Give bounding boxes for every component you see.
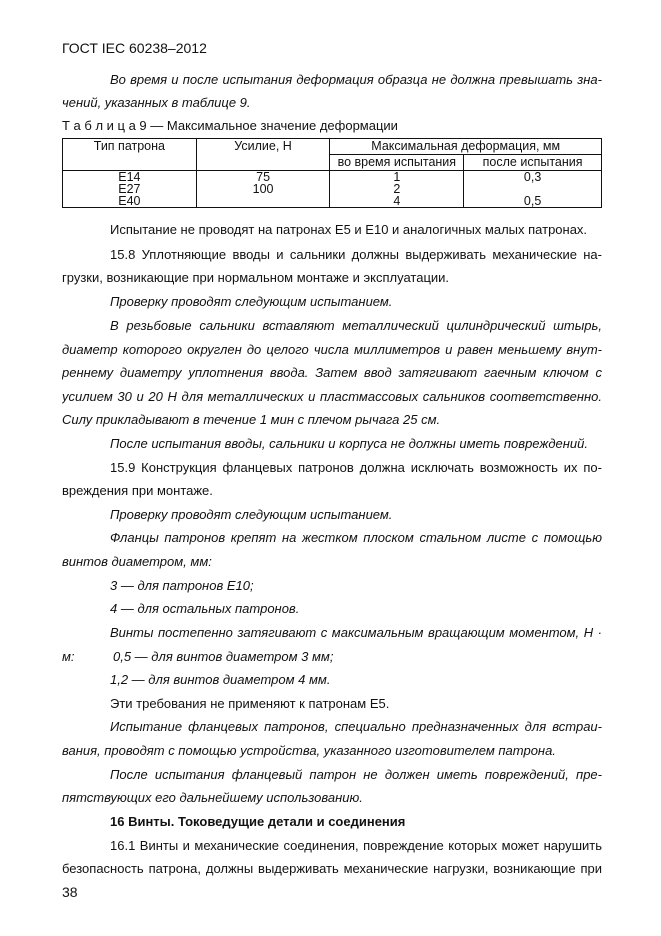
paragraph-line: безопасность патрона, должны выдерживать механические нагрузки, возникающие при (62, 861, 602, 876)
paragraph-line: Винты постепенно затягивают с максимальным вращающим моментом, Н · (110, 625, 602, 640)
table-row (63, 195, 602, 208)
header-cell-force: Усилие, Н (196, 139, 330, 171)
paragraph-line: В резьбовые сальники вставляют металлический цилиндрический штырь, (110, 318, 602, 333)
paragraph-line: Испытание фланцевых патронов, специально предназначенных для встраи- (110, 719, 602, 734)
cell-during: 4 (330, 195, 464, 208)
paragraph-line: пятствующих его дальнейшему использованию. (62, 790, 363, 805)
cell-type: E14 (63, 171, 197, 184)
cell-force: 75 (196, 171, 330, 184)
deformation-table (62, 138, 602, 208)
cell-type: E27 (63, 183, 197, 195)
cell-during: 2 (330, 183, 464, 195)
paragraph-line: 16.1 Винты и механические соединения, повреждение которых может нарушить (110, 838, 602, 853)
paragraph-line: 15.9 Конструкция фланцевых патронов должна исключать возможность их по- (110, 460, 602, 475)
header-cell-during: во время испытания (330, 155, 464, 171)
paragraph-line: Фланцы патронов крепят на жестком плоском стальном листе с помощью (110, 530, 602, 545)
header-cell-deformation: Максимальная деформация, мм (330, 139, 602, 155)
paragraph-line: Испытание не проводят на патронах E5 и E10 и аналогичных малых патронах. (110, 222, 588, 237)
list-item: 4 — для остальных патронов. (110, 601, 300, 616)
page-number: 38 (62, 884, 78, 900)
table-caption: Т а б л и ц а 9 — Максимальное значение деформации (62, 118, 398, 133)
paragraph-line: После испытания фланцевый патрон не должен иметь повреждений, пре- (110, 767, 602, 782)
paragraph-line: диаметр которого округлен до целого числа миллиметров и равен меньшему внут- (62, 342, 602, 357)
paragraph-line: чений, указанных в таблице 9. (62, 95, 251, 110)
paragraph-line: усилием 30 и 20 Н для металлических и пластмассовых сальников соответственно. (62, 389, 602, 404)
cell-after: 0,5 (464, 195, 602, 208)
document-header: ГОСТ IEC 60238–2012 (62, 40, 207, 56)
cell-after: 0,3 (464, 171, 602, 184)
paragraph-line: м: (62, 649, 75, 664)
section-heading: 16 Винты. Токоведущие детали и соединения (110, 814, 406, 829)
cell-type: E40 (63, 195, 197, 208)
paragraph-line: вреждения при монтаже. (62, 483, 213, 498)
header-cell-after: после испытания (464, 155, 602, 171)
paragraph-line: Проверку проводят следующим испытанием. (110, 507, 393, 522)
table-row (63, 171, 602, 184)
table-row (63, 183, 602, 195)
cell-during: 1 (330, 171, 464, 184)
paragraph-line: Проверку проводят следующим испытанием. (110, 294, 393, 309)
list-item: 1,2 — для винтов диаметром 4 мм. (110, 672, 331, 687)
paragraph-line: Силу прикладывают в течение 1 мин с плечом рычага 25 см. (62, 412, 441, 427)
list-item: 3 — для патронов E10; (110, 578, 254, 593)
paragraph-line: Эти требования не применяют к патронам E5. (110, 696, 390, 711)
paragraph-line: винтов диаметром, мм: (62, 554, 212, 569)
list-item: 0,5 — для винтов диаметром 3 мм; (113, 649, 334, 664)
paragraph-line: Во время и после испытания деформация образца не должна превышать зна- (110, 72, 602, 87)
paragraph-line: вания, проводят с помощью устройства, указанного изготовителем патрона. (62, 743, 556, 758)
paragraph-line: реннему диаметру уплотнения ввода. Затем ввод затягивают гаечным ключом с (62, 365, 602, 380)
header-cell-type: Тип патрона (63, 139, 197, 171)
paragraph-line: После испытания вводы, сальники и корпуса не должны иметь повреждений. (110, 436, 588, 451)
paragraph-line: грузки, возникающие при нормальном монтаже и эксплуатации. (62, 270, 450, 285)
paragraph-line: 15.8 Уплотняющие вводы и сальники должны выдерживать механические на- (110, 247, 602, 262)
cell-force: 100 (196, 183, 330, 195)
cell-force (196, 195, 330, 208)
